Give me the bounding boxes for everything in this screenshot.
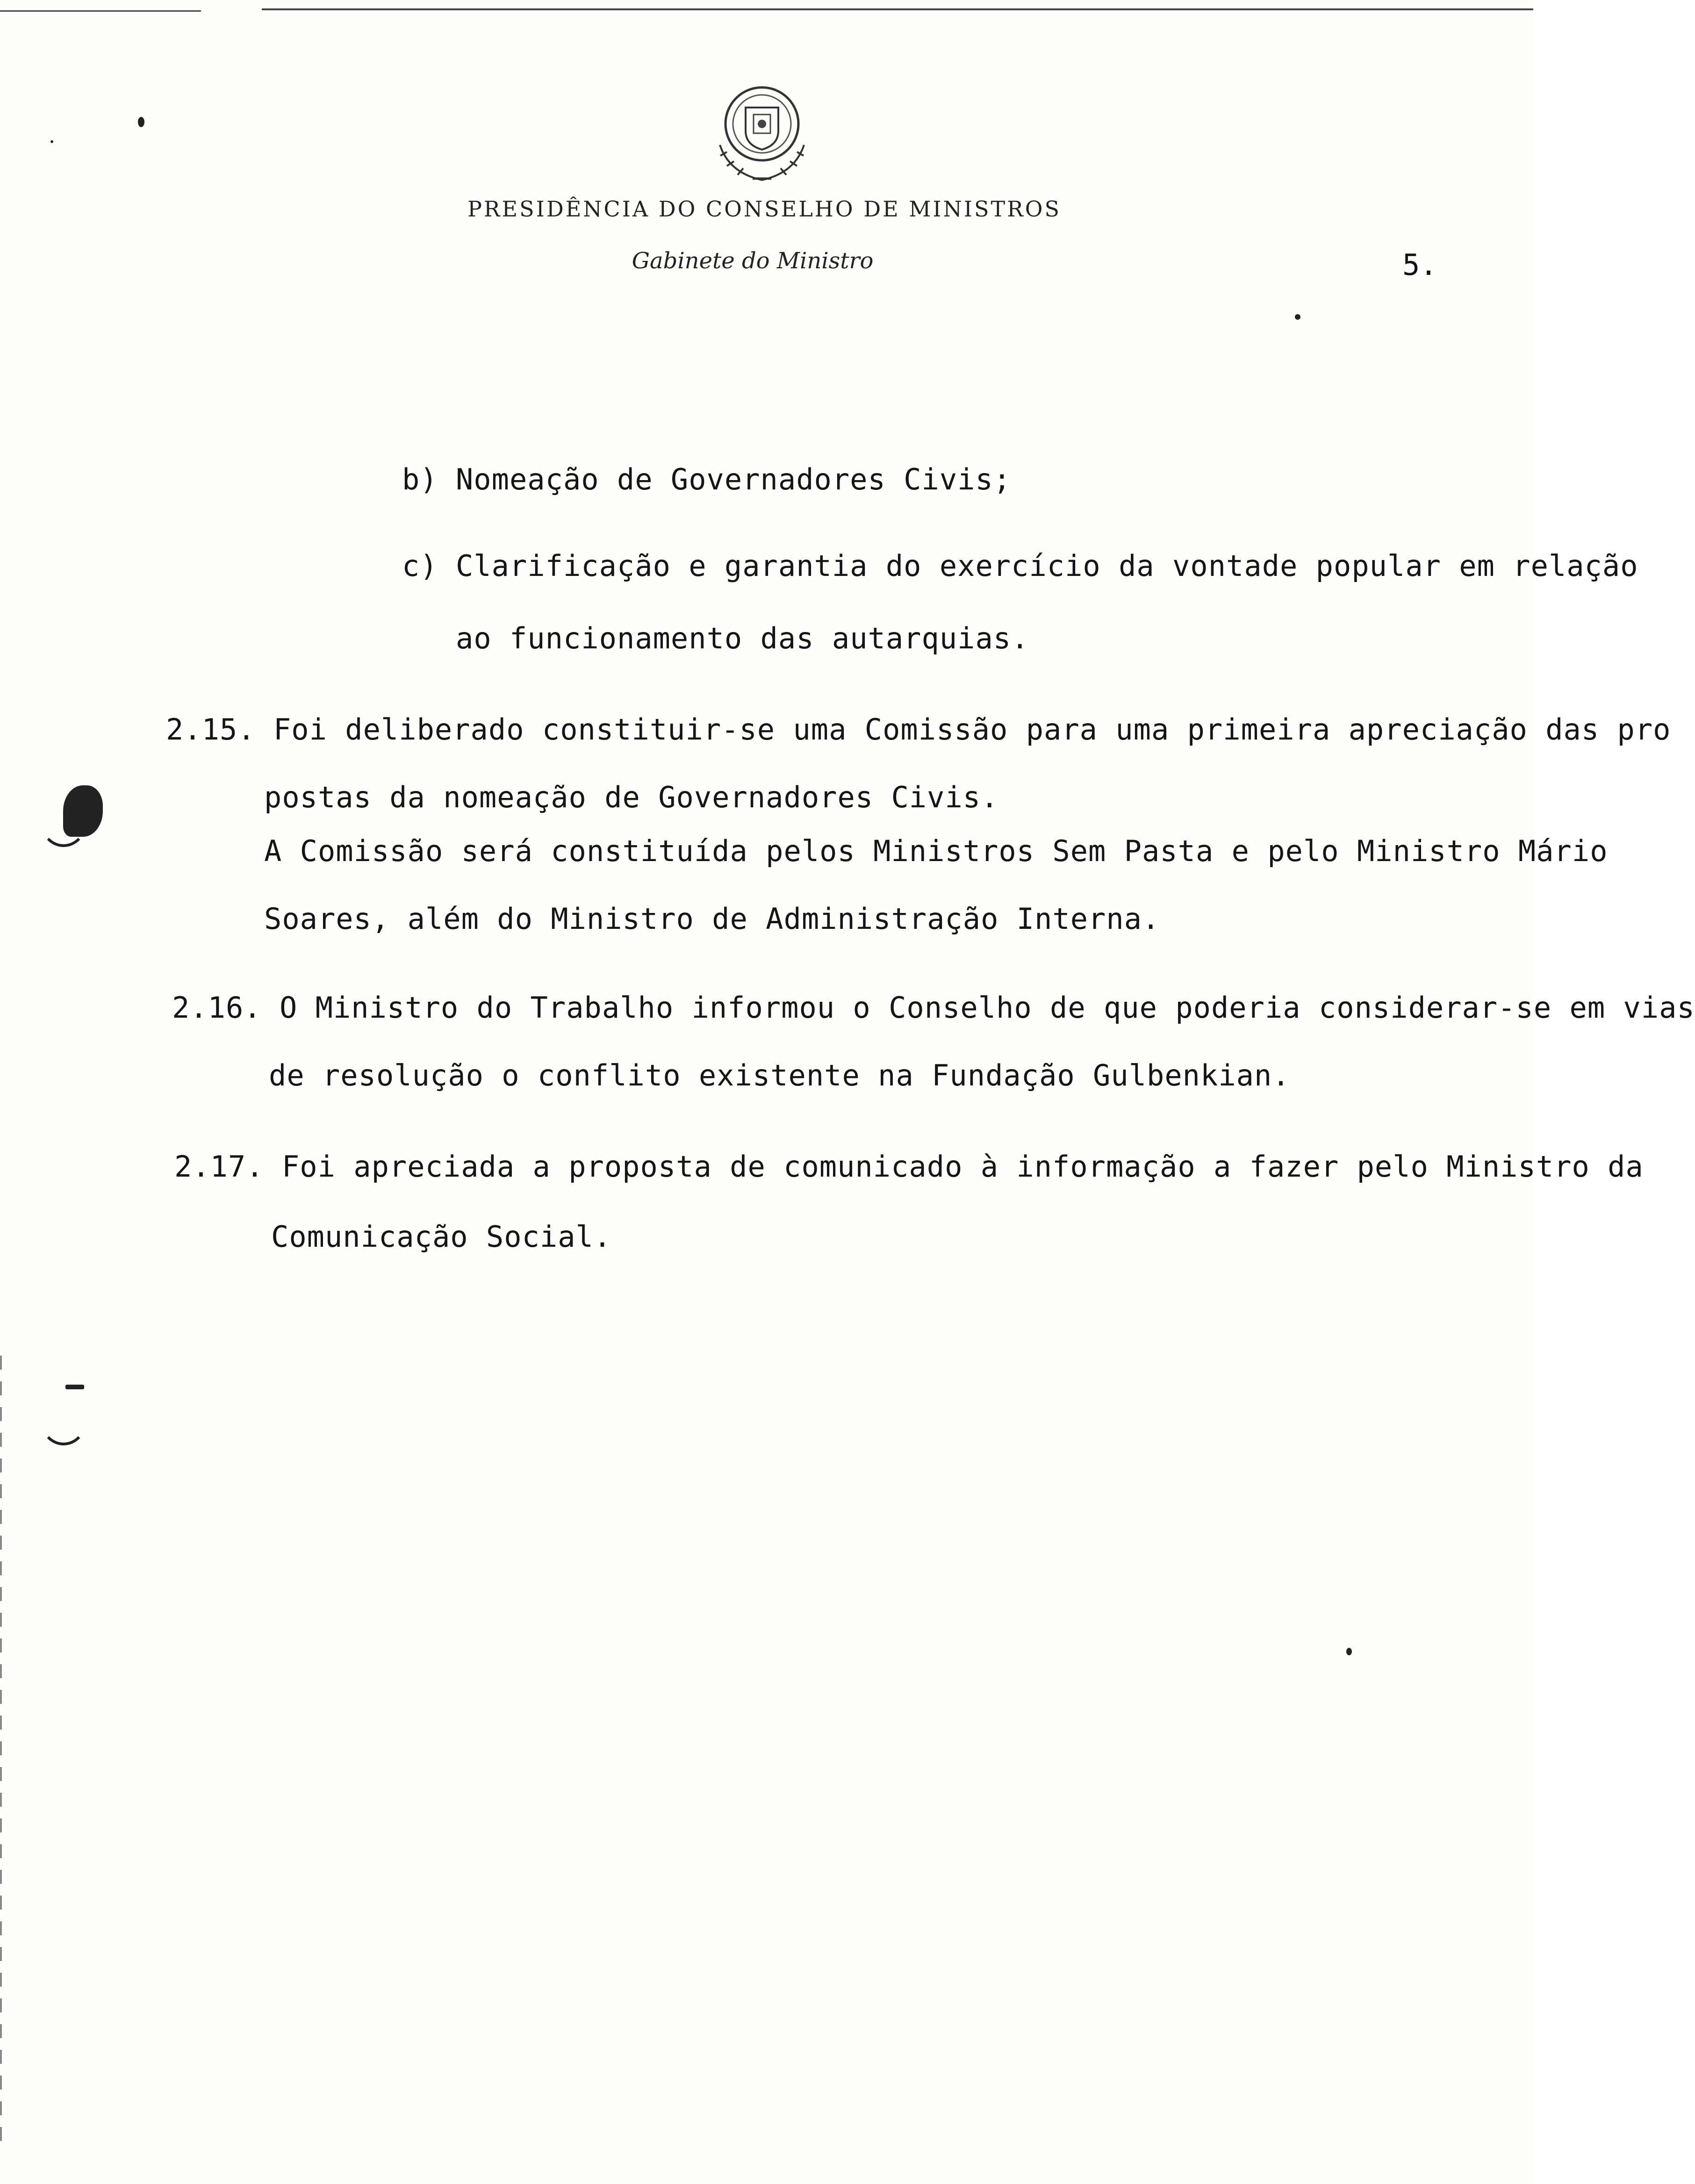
- section-2-15-line-2: postas da nomeação de Governadores Civis.: [264, 780, 999, 814]
- punch-hole-tick: [65, 1385, 84, 1389]
- speck-mark: [1346, 1648, 1352, 1655]
- section-2-16-line-1: 2.16. O Ministro do Trabalho informou o Conselho de que poderia considerar-se em vias: [172, 991, 1695, 1025]
- speck-mark: [50, 140, 53, 143]
- section-2-16-line-2: de resolução o conflito existente na Fundação Gulbenkian.: [269, 1058, 1290, 1092]
- speck-mark: [1295, 314, 1300, 320]
- page-number: 5.: [1402, 248, 1437, 282]
- item-b: b) Nomeação de Governadores Civis;: [402, 462, 1012, 496]
- item-c-line-2: ao funcionamento das autarquias.: [456, 621, 1029, 655]
- item-c-line-1: c) Clarificação e garantia do exercício da vontade popular em relação: [402, 549, 1638, 583]
- section-2-15-line-1: 2.15. Foi deliberado constituir-se uma Comissão para uma primeira apreciação das pro: [166, 712, 1671, 747]
- top-rule-right: [262, 8, 1533, 10]
- header-subtitle: Gabinete do Ministro: [632, 248, 874, 274]
- top-rule-left: [0, 10, 201, 12]
- punch-hole-arc: [40, 795, 87, 847]
- speck-mark: [138, 117, 144, 127]
- section-2-15-line-4: Soares, além do Ministro de Administração Interna.: [264, 902, 1160, 936]
- section-2-17-line-1: 2.17. Foi apreciada a proposta de comunicado à informação a fazer pelo Ministro da: [174, 1149, 1644, 1184]
- header-title: PRESIDÊNCIA DO CONSELHO DE MINISTROS: [467, 196, 1062, 222]
- left-edge-scan-artifact: [0, 1356, 2, 2150]
- section-2-17-line-2: Comunicação Social.: [271, 1220, 612, 1254]
- coat-of-arms-emblem-icon: [701, 75, 823, 187]
- section-2-15-line-3: A Comissão será constituída pelos Ministros Sem Pasta e pelo Ministro Mário: [264, 834, 1608, 868]
- punch-hole-arc: [40, 1393, 87, 1445]
